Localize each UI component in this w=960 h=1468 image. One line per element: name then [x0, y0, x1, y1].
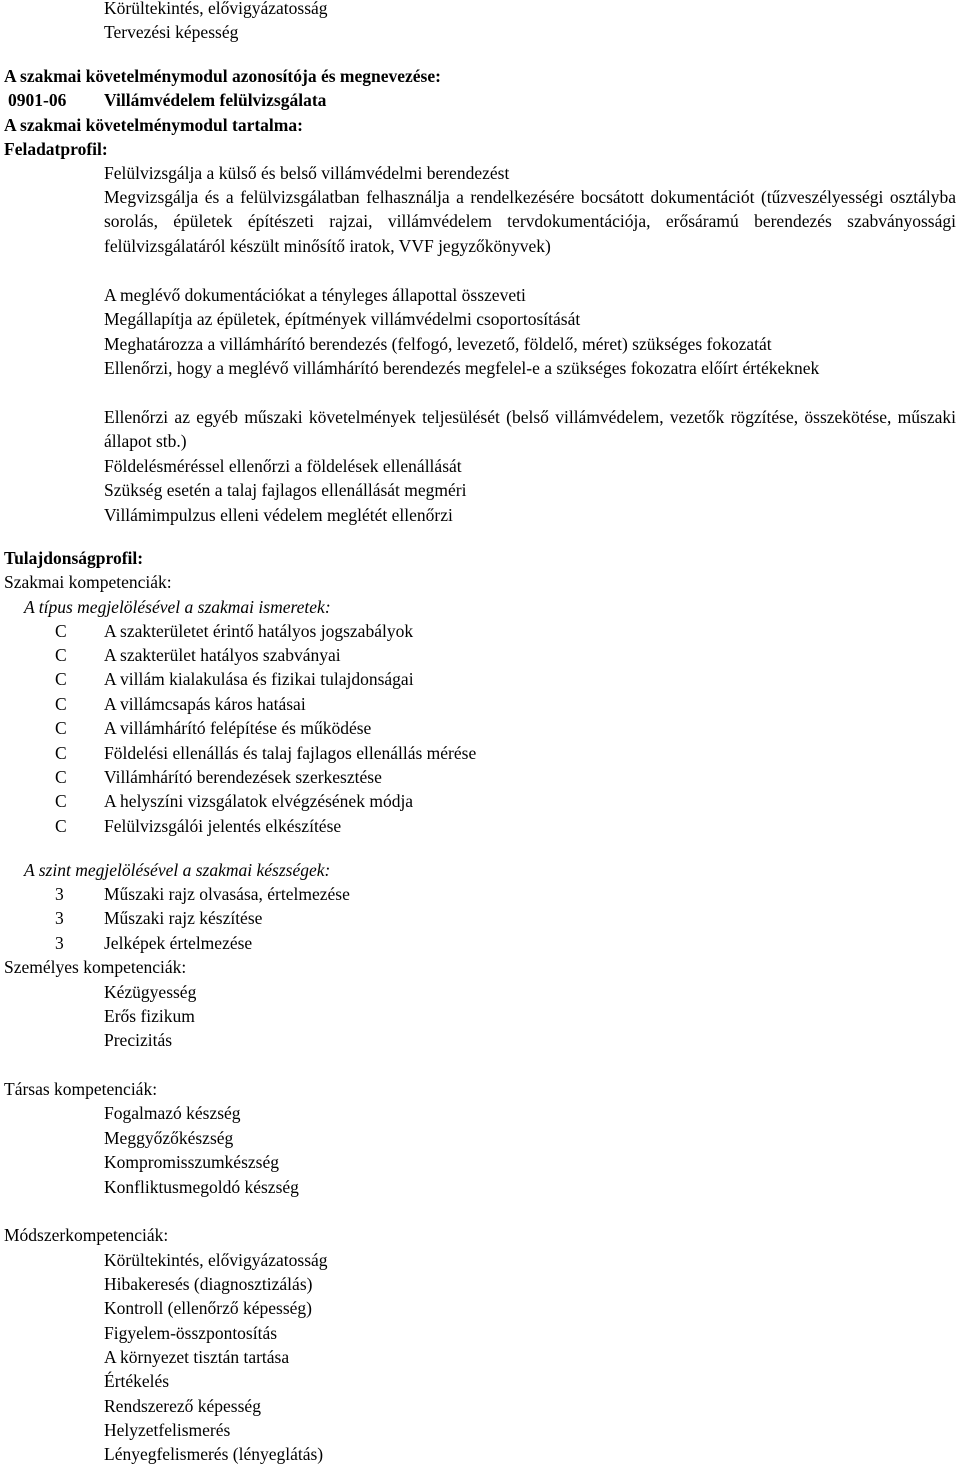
- method-item: Lényegfelismerés (lényeglátás): [104, 1444, 324, 1464]
- knowledge-text: Földelési ellenállás és talaj fajlagos ellenállás mérése: [104, 743, 477, 763]
- knowledge-text: A helyszíni vizsgálatok elvégzésének módja: [104, 791, 414, 811]
- method-item: Hibakeresés (diagnosztizálás): [104, 1274, 313, 1294]
- personal-item: Kézügyesség: [104, 982, 197, 1002]
- method-item: Értékelés: [104, 1371, 170, 1391]
- social-item: Fogalmazó készség: [104, 1103, 241, 1123]
- task-item: Felülvizsgálja a külső és belső villámvédelmi berendezést: [104, 163, 510, 183]
- task-item: Szükség esetén a talaj fajlagos ellenállását megméri: [104, 480, 467, 500]
- personal-competences-heading: Személyes kompetenciák:: [4, 957, 187, 977]
- skill-level: 3: [55, 884, 64, 904]
- top-line: Körültekintés, elővigyázatosság: [104, 0, 328, 18]
- task-item: Megállapítja az épületek, építmények villámvédelmi csoportosítását: [104, 309, 581, 329]
- knowledge-type: C: [55, 791, 67, 811]
- module-id-code: 0901-06: [8, 90, 67, 110]
- task-item: Ellenőrzi, hogy a meglévő villámhárító berendezés megfelel-e a szükséges fokozatra előírt értékeknek: [104, 358, 820, 378]
- property-profile-heading: Tulajdonságprofil:: [4, 548, 144, 568]
- task-item: Megvizsgálja és a felülvizsgálatban felhasználja a rendelkezésére bocsátott dokumentációt (tűzveszélyességi osztályba sorolás, épületek építészeti rajzai, villámvédelem tervdokumentációja, erősáramú berendezés szabványossági felülvizsgálatáról készült minősítő iratok, VVF jegyzőkönyvek): [104, 187, 956, 256]
- knowledge-type: C: [55, 743, 67, 763]
- task-item: Földelésméréssel ellenőrzi a földelések ellenállását: [104, 456, 462, 476]
- method-item: Körültekintés, elővigyázatosság: [104, 1250, 328, 1270]
- professional-competences-heading: Szakmai kompetenciák:: [4, 572, 172, 592]
- method-competences-heading: Módszerkompetenciák:: [4, 1225, 169, 1245]
- knowledge-type: C: [55, 669, 67, 689]
- skill-text: Műszaki rajz olvasása, értelmezése: [104, 884, 350, 904]
- method-item: Helyzetfelismerés: [104, 1420, 231, 1440]
- social-item: Kompromisszumkészség: [104, 1152, 279, 1172]
- personal-item: Precizitás: [104, 1030, 173, 1050]
- personal-item: Erős fizikum: [104, 1006, 195, 1026]
- knowledge-text: A villámcsapás káros hatásai: [104, 694, 306, 714]
- knowledge-type: C: [55, 816, 67, 836]
- task-item: Ellenőrzi az egyéb műszaki követelmények teljesülését (belső villámvédelem, vezetők rögzítése, összekötése, műszaki állapot stb.): [104, 407, 956, 452]
- skills-heading: A szint megjelölésével a szakmai készségek:: [24, 860, 331, 880]
- method-item: Kontroll (ellenőrző képesség): [104, 1298, 312, 1318]
- task-item: Meghatározza a villámhárító berendezés (felfogó, levezető, földelő, méret) szükséges fokozatát: [104, 334, 772, 354]
- top-line: Tervezési képesség: [104, 22, 239, 42]
- knowledge-type: C: [55, 645, 67, 665]
- method-item: Figyelem-összpontosítás: [104, 1323, 278, 1343]
- module-id-name: Villámvédelem felülvizsgálata: [104, 90, 327, 110]
- knowledge-text: A szakterület hatályos szabványai: [104, 645, 341, 665]
- method-item: A környezet tisztán tartása: [104, 1347, 290, 1367]
- knowledge-type: C: [55, 767, 67, 787]
- knowledge-type: C: [55, 621, 67, 641]
- module-id-heading: A szakmai követelménymodul azonosítója és megnevezése:: [4, 66, 441, 86]
- knowledge-text: Villámhárító berendezések szerkesztése: [104, 767, 382, 787]
- method-item: Rendszerező képesség: [104, 1396, 261, 1416]
- knowledge-type: C: [55, 718, 67, 738]
- social-item: Meggyőzőkészség: [104, 1128, 234, 1148]
- knowledge-type: C: [55, 694, 67, 714]
- skill-text: Jelképek értelmezése: [104, 933, 253, 953]
- task-item: A meglévő dokumentációkat a tényleges állapottal összeveti: [104, 285, 526, 305]
- knowledge-text: A villámhárító felépítése és működése: [104, 718, 372, 738]
- task-item: Villámimpulzus elleni védelem meglétét ellenőrzi: [104, 505, 453, 525]
- module-content-heading: A szakmai követelménymodul tartalma:: [4, 115, 303, 135]
- knowledge-text: A villám kialakulása és fizikai tulajdonságai: [104, 669, 414, 689]
- skill-level: 3: [55, 933, 64, 953]
- knowledge-text: Felülvizsgálói jelentés elkészítése: [104, 816, 342, 836]
- social-item: Konfliktusmegoldó készség: [104, 1177, 299, 1197]
- skill-text: Műszaki rajz készítése: [104, 908, 263, 928]
- knowledge-heading: A típus megjelölésével a szakmai ismeretek:: [24, 597, 331, 617]
- skill-level: 3: [55, 908, 64, 928]
- task-profile-heading: Feladatprofil:: [4, 139, 108, 159]
- social-competences-heading: Társas kompetenciák:: [4, 1079, 158, 1099]
- knowledge-text: A szakterületet érintő hatályos jogszabályok: [104, 621, 414, 641]
